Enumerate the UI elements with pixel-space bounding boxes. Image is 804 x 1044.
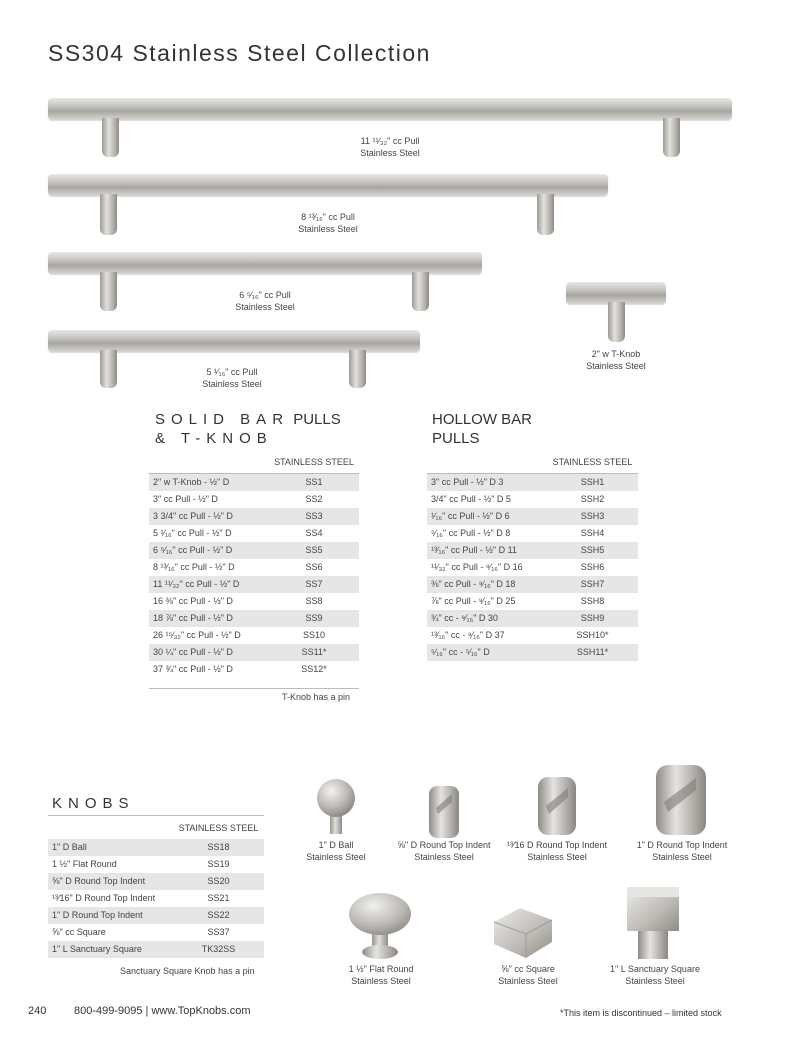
pull-5-caption: 5 ¹⁄₁₆" cc Pull Stainless Steel xyxy=(202,367,262,389)
table-row: ¾" cc - ⁹⁄₁₆" D 30 SSH9 xyxy=(427,610,638,627)
table-row: 26 ¹⁵⁄₃₂" cc Pull - ½" D SS10 xyxy=(153,630,326,640)
t-knob-caption: 2" w T-Knob Stainless Steel xyxy=(586,349,646,371)
table-row: 11 ¹¹⁄₃₂" cc Pull - ½" D SS7 xyxy=(149,576,359,593)
table-row: 30 ¼" cc Pull - ½" D SS11* xyxy=(149,644,359,661)
table-row: ⁵⁄₁₆" cc Pull - ½" D 8 SSH4 xyxy=(431,528,605,538)
knobs-table xyxy=(48,817,264,958)
table-row: 1 ½" Flat Round SS19 xyxy=(52,859,230,869)
sanctuary-square-image xyxy=(624,884,682,962)
contact-info: 800-499-9095 | www.TopKnobs.com xyxy=(74,1005,251,1017)
round-indent-large-caption: 1" D Round Top Indent Stainless Steel xyxy=(636,840,728,862)
table-row: ⅝" cc Square SS37 xyxy=(52,927,230,937)
pull-8-caption: 8 ¹³⁄₁₆" cc Pull Stainless Steel xyxy=(298,212,358,234)
table-row: 3/4" cc Pull - ½" D 5 SSH2 xyxy=(431,494,605,504)
ball-knob-caption: 1" D Ball Stainless Steel xyxy=(306,840,366,862)
column-header: STAINLESS STEEL xyxy=(178,823,259,833)
table-row: 1" L Sanctuary Square TK32SS xyxy=(48,941,264,958)
table-row: 1" D Ball SS18 xyxy=(48,839,264,856)
solid-heading: SOLID BAR PULLS & T-KNOB xyxy=(155,411,341,447)
pull-6-caption: 6 ⁵⁄₁₆" cc Pull Stainless Steel xyxy=(235,290,295,312)
table-row: ¹¹⁄₃₂" cc Pull - ⁹⁄₁₆" D 16 SSH6 xyxy=(431,562,605,572)
table-row: 3" cc Pull - ½" D SS2 xyxy=(153,494,323,504)
table-row: 3 3/4" cc Pull - ½" D SS3 xyxy=(149,508,359,525)
column-header: STAINLESS STEEL xyxy=(547,451,638,474)
knobs-heading: KNOBS xyxy=(52,795,135,812)
table-row: 8 ¹³⁄₁₆" cc Pull - ½" D SS6 xyxy=(153,562,323,572)
round-indent-small-image xyxy=(424,782,464,840)
table-row: ¹³⁄₁₆" cc - ⁹⁄₁₆" D 37 SSH10* xyxy=(431,630,609,640)
page-number: 240 xyxy=(28,1005,47,1017)
flat-round-knob-image xyxy=(346,890,414,962)
round-indent-medium-caption: ¹³⁄16 D Round Top Indent Stainless Steel xyxy=(507,840,607,862)
table-row: ¹³⁄₁₆" cc Pull - ½" D 11 SSH5 xyxy=(427,542,638,559)
ball-knob-image xyxy=(306,774,366,836)
divider xyxy=(149,688,359,689)
table-row: 3" cc Pull - ½" D 3 SSH1 xyxy=(427,474,638,492)
table-row: 2" w T-Knob - ½" D SS1 xyxy=(149,474,359,492)
divider xyxy=(48,815,264,816)
table-row: ¹³⁄16" D Round Top Indent SS21 xyxy=(52,893,230,903)
table-row: ⅞" cc Pull - ⁹⁄₁₆" D 25 SSH8 xyxy=(431,596,605,606)
flat-round-knob-caption: 1 ½" Flat Round Stainless Steel xyxy=(348,964,414,986)
pull-11-caption: 11 ¹¹⁄₃₂" cc Pull Stainless Steel xyxy=(360,136,420,158)
solid-note: T-Knob has a pin xyxy=(282,692,351,702)
table-row: ¹⁄₁₆" cc Pull - ½" D 6 SSH3 xyxy=(427,508,638,525)
table-row: 18 ⅞" cc Pull - ½" D SS9 xyxy=(149,610,359,627)
page-title: SS304 Stainless Steel Collection xyxy=(48,40,431,66)
table-row: 37 ¾" cc Pull - ½" D SS12* xyxy=(153,664,327,674)
round-indent-small-caption: ⅝" D Round Top Indent Stainless Steel xyxy=(397,840,491,862)
table-row: ⅜" cc Pull - ⁹⁄₁₆" D 18 SSH7 xyxy=(427,576,638,593)
solid-bar-table xyxy=(149,451,359,678)
round-indent-medium-image xyxy=(534,774,580,838)
square-knob-image xyxy=(490,902,556,960)
table-row: 5 ¹⁄₁₆" cc Pull - ½" D SS4 xyxy=(153,528,323,538)
round-indent-large-image xyxy=(652,762,710,838)
table-row: ⁵⁄₁₆" cc - ⁵⁄₁₆" D SSH11* xyxy=(427,644,638,661)
table-row: 6 ⁵⁄₁₆" cc Pull - ½" D SS5 xyxy=(149,542,359,559)
discontinued-note: *This item is discontinued – limited stock xyxy=(560,1008,722,1018)
hollow-heading: HOLLOW BAR PULLS xyxy=(432,411,533,447)
table-row: 1" D Round Top Indent SS22 xyxy=(48,907,264,924)
hollow-bar-table xyxy=(427,451,638,661)
square-knob-caption: ⅝" cc Square Stainless Steel xyxy=(498,964,558,986)
knobs-note: Sanctuary Square Knob has a pin xyxy=(120,966,255,976)
sanctuary-square-caption: 1" L Sanctuary Square Stainless Steel xyxy=(610,964,700,986)
table-row: ⅝" D Round Top Indent SS20 xyxy=(48,873,264,890)
table-row: 16 ⅜" cc Pull - ½" D SS8 xyxy=(153,596,323,606)
column-header: STAINLESS STEEL xyxy=(269,451,359,474)
